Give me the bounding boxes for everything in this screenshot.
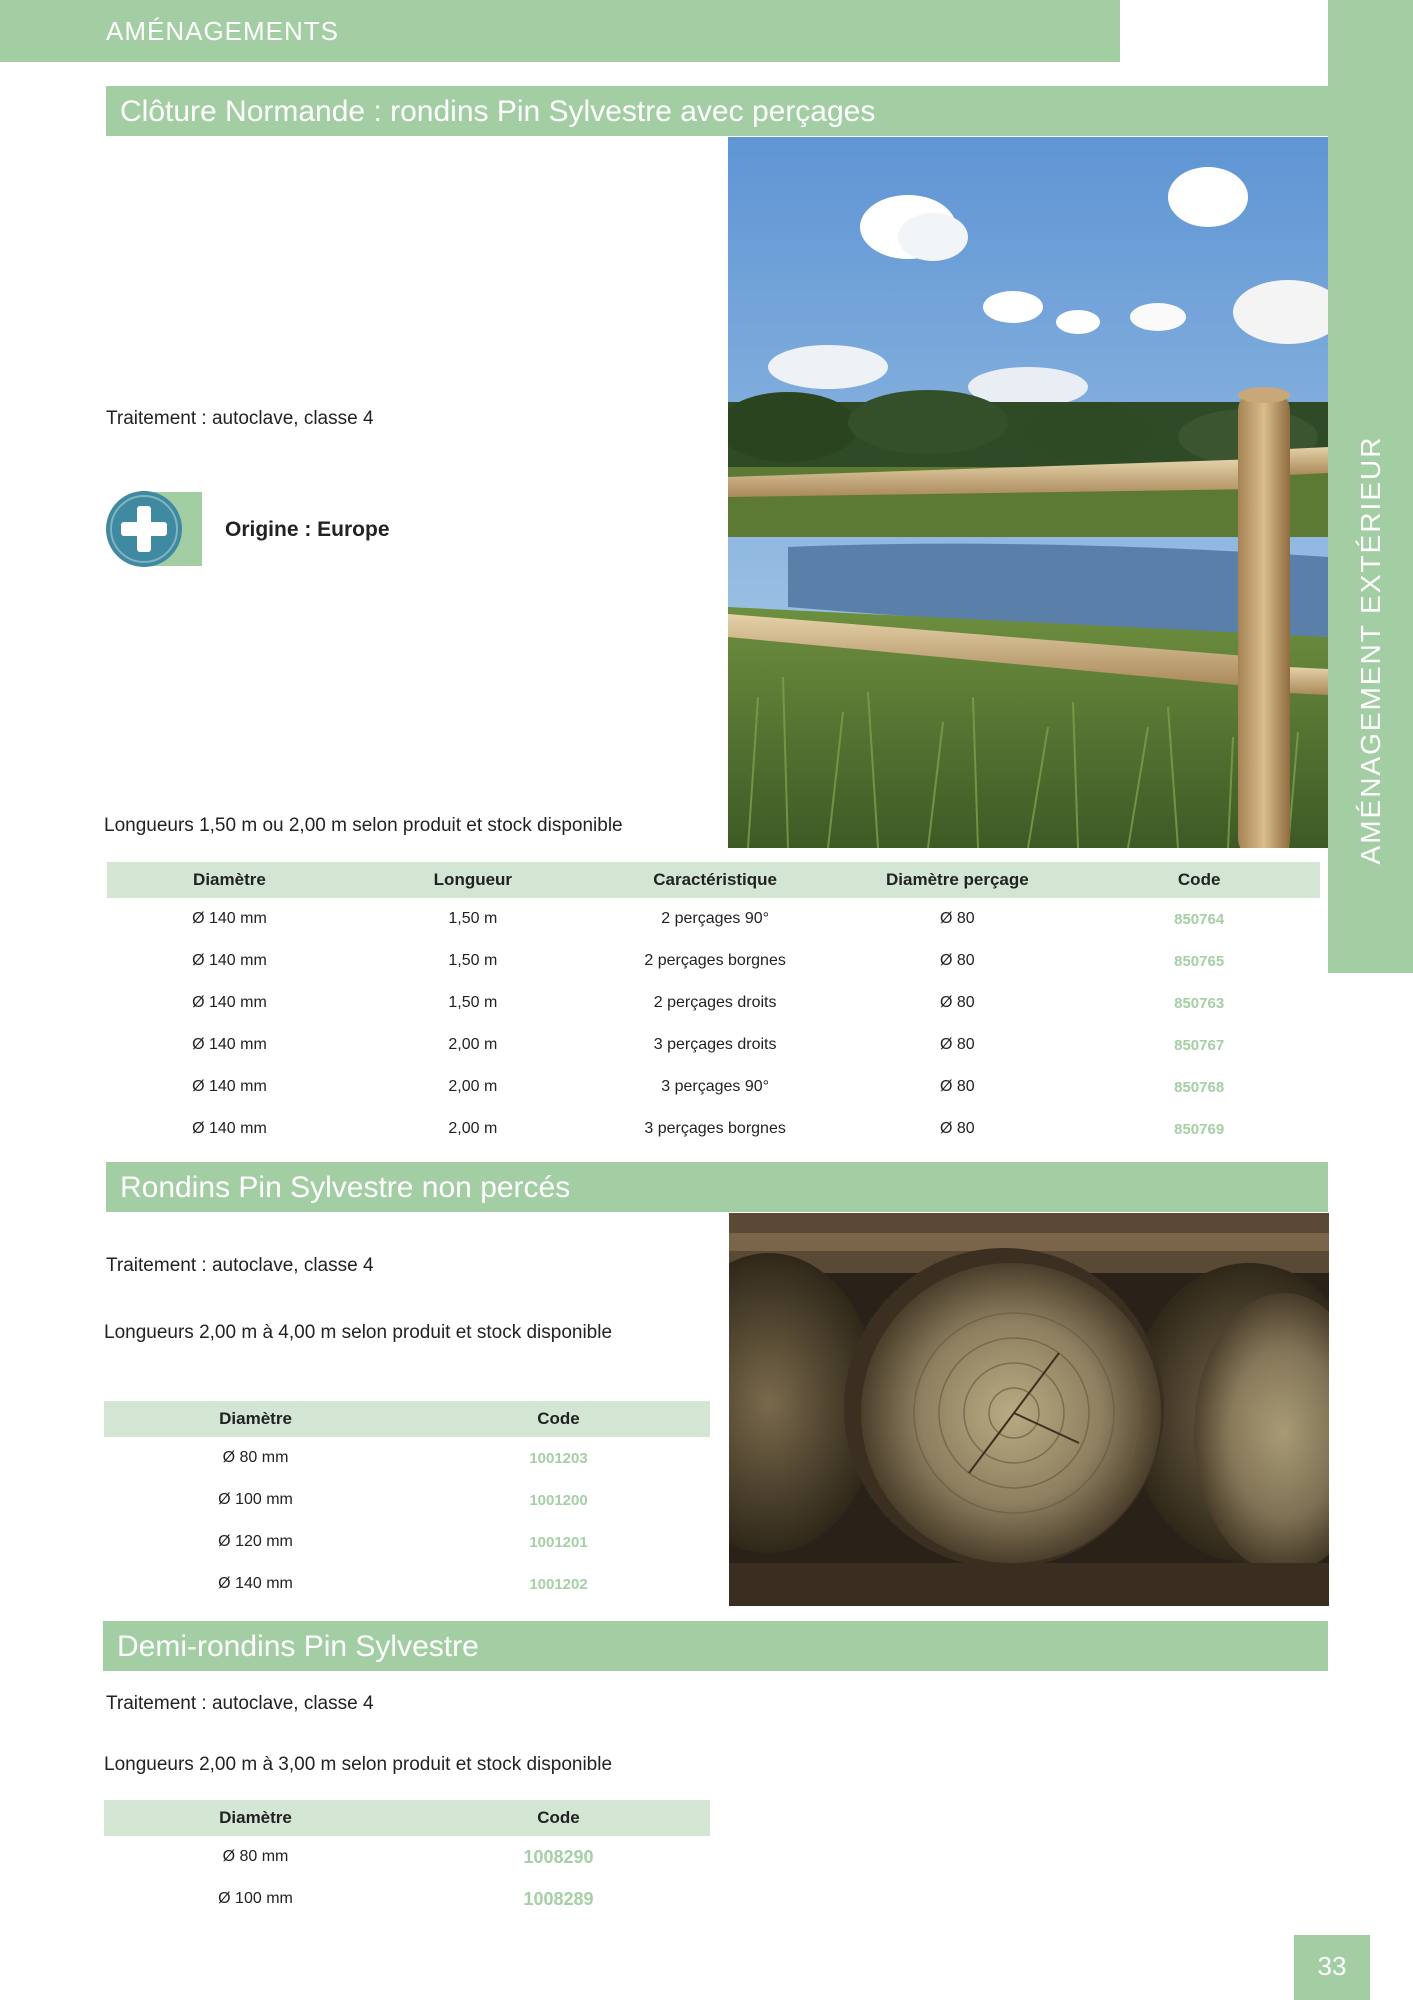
- cell-diametre-percage: Ø 80: [940, 1036, 975, 1053]
- origin-badge: [106, 490, 202, 568]
- cell-caracteristique: 2 perçages borgnes: [644, 952, 786, 969]
- cell-diametre: Ø 80 mm: [222, 1449, 289, 1466]
- cell-diametre: Ø 140 mm: [192, 994, 267, 1011]
- section3-title-bar: [103, 1621, 1328, 1671]
- cell-diametre: Ø 120 mm: [218, 1533, 293, 1550]
- section1-table: [107, 862, 1320, 1150]
- cell-longueur: 1,50 m: [448, 910, 498, 927]
- table-row: [104, 1479, 710, 1521]
- cell-code: 1001202: [529, 1575, 588, 1593]
- col-header-diametre: Diamètre: [104, 1800, 407, 1836]
- cell-caracteristique: 3 perçages droits: [653, 1036, 777, 1053]
- cell-diametre-percage: Ø 80: [940, 1078, 975, 1095]
- cell-diametre-percage: Ø 80: [940, 1120, 975, 1137]
- col-header-caracteristique: Caractéristique: [594, 862, 837, 898]
- cell-longueur: 1,50 m: [448, 994, 498, 1011]
- table-row: [107, 982, 1320, 1024]
- table-row: [107, 1066, 1320, 1108]
- col-header-diametre: Diamètre: [107, 862, 352, 898]
- col-header-diametre-percage: Diamètre perçage: [836, 862, 1078, 898]
- origin-label: Origine : Europe: [225, 518, 390, 541]
- section3-table: [104, 1800, 710, 1920]
- section2-treatment: Traitement : autoclave, classe 4: [106, 1255, 374, 1276]
- cell-diametre: Ø 80 mm: [222, 1848, 289, 1865]
- cell-code: 850763: [1174, 994, 1225, 1012]
- category-title: AMÉNAGEMENTS: [106, 16, 340, 46]
- cell-diametre: Ø 100 mm: [218, 1491, 293, 1508]
- sidebar-label: AMÉNAGEMENT EXTÉRIEUR: [1354, 435, 1386, 865]
- cell-diametre: Ø 140 mm: [192, 1120, 267, 1137]
- plus-icon: [106, 490, 202, 568]
- cell-diametre-percage: Ø 80: [940, 910, 975, 927]
- col-header-code: Code: [1078, 862, 1320, 898]
- col-header-longueur: Longueur: [352, 862, 594, 898]
- table-row: [104, 1878, 710, 1920]
- cell-code: 850764: [1174, 910, 1225, 928]
- cell-code: 850765: [1174, 952, 1225, 970]
- cell-diametre: Ø 100 mm: [218, 1890, 293, 1907]
- cell-caracteristique: 2 perçages 90°: [661, 910, 770, 927]
- table-row: [107, 898, 1320, 940]
- section3-lengths: Longueurs 2,00 m à 3,00 m selon produit et stock disponible: [104, 1754, 613, 1775]
- table-row: [107, 1108, 1320, 1150]
- cell-code: 1008290: [523, 1846, 594, 1867]
- cell-diametre: Ø 140 mm: [218, 1575, 293, 1592]
- section2-title: Rondins Pin Sylvestre non percés: [120, 1171, 571, 1204]
- fence-photo: [728, 137, 1328, 848]
- cell-diametre: Ø 140 mm: [192, 952, 267, 969]
- cell-longueur: 1,50 m: [448, 952, 498, 969]
- cell-longueur: 2,00 m: [448, 1078, 498, 1095]
- cell-diametre: Ø 140 mm: [192, 910, 267, 927]
- header-bar: [0, 0, 1120, 62]
- cell-code: 1001200: [529, 1491, 588, 1509]
- cell-code: 1001201: [529, 1533, 588, 1551]
- table-row: [107, 1024, 1320, 1066]
- table-row: [104, 1437, 710, 1479]
- section1-treatment: Traitement : autoclave, classe 4: [106, 408, 374, 429]
- cell-code: 1008289: [523, 1888, 594, 1909]
- table-row: [104, 1563, 710, 1605]
- cell-diametre-percage: Ø 80: [940, 994, 975, 1011]
- cell-longueur: 2,00 m: [448, 1120, 498, 1137]
- cell-diametre-percage: Ø 80: [940, 952, 975, 969]
- cell-code: 850768: [1174, 1078, 1225, 1096]
- section3-treatment: Traitement : autoclave, classe 4: [106, 1693, 374, 1714]
- logs-photo: [729, 1213, 1329, 1606]
- section1-lengths: Longueurs 1,50 m ou 2,00 m selon produit et stock disponible: [104, 815, 623, 836]
- section1-title: Clôture Normande : rondins Pin Sylvestre avec perçages: [120, 95, 876, 128]
- cell-caracteristique: 3 perçages 90°: [661, 1078, 770, 1095]
- col-header-code: Code: [407, 1401, 710, 1437]
- table-header-row: [107, 862, 1320, 898]
- cell-code: 850769: [1174, 1120, 1225, 1138]
- section3-title: Demi-rondins Pin Sylvestre: [117, 1630, 479, 1663]
- table-row: [104, 1836, 710, 1878]
- cell-caracteristique: 3 perçages borgnes: [644, 1120, 786, 1137]
- section2-table: [104, 1401, 710, 1605]
- table-row: [107, 940, 1320, 982]
- col-header-code: Code: [407, 1800, 710, 1836]
- col-header-diametre: Diamètre: [104, 1401, 407, 1437]
- sidebar-tab: [1328, 0, 1413, 973]
- page-number: 33: [1294, 1935, 1370, 2000]
- section2-lengths: Longueurs 2,00 m à 4,00 m selon produit et stock disponible: [104, 1322, 613, 1343]
- cell-caracteristique: 2 perçages droits: [653, 994, 777, 1011]
- table-header-row: [104, 1800, 710, 1836]
- cell-code: 1001203: [529, 1449, 588, 1467]
- section1-title-bar: [106, 86, 1328, 136]
- table-row: [104, 1521, 710, 1563]
- cell-diametre: Ø 140 mm: [192, 1078, 267, 1095]
- cell-diametre: Ø 140 mm: [192, 1036, 267, 1053]
- cell-code: 850767: [1174, 1036, 1225, 1054]
- table-header-row: [104, 1401, 710, 1437]
- section2-title-bar: [106, 1162, 1328, 1212]
- cell-longueur: 2,00 m: [448, 1036, 498, 1053]
